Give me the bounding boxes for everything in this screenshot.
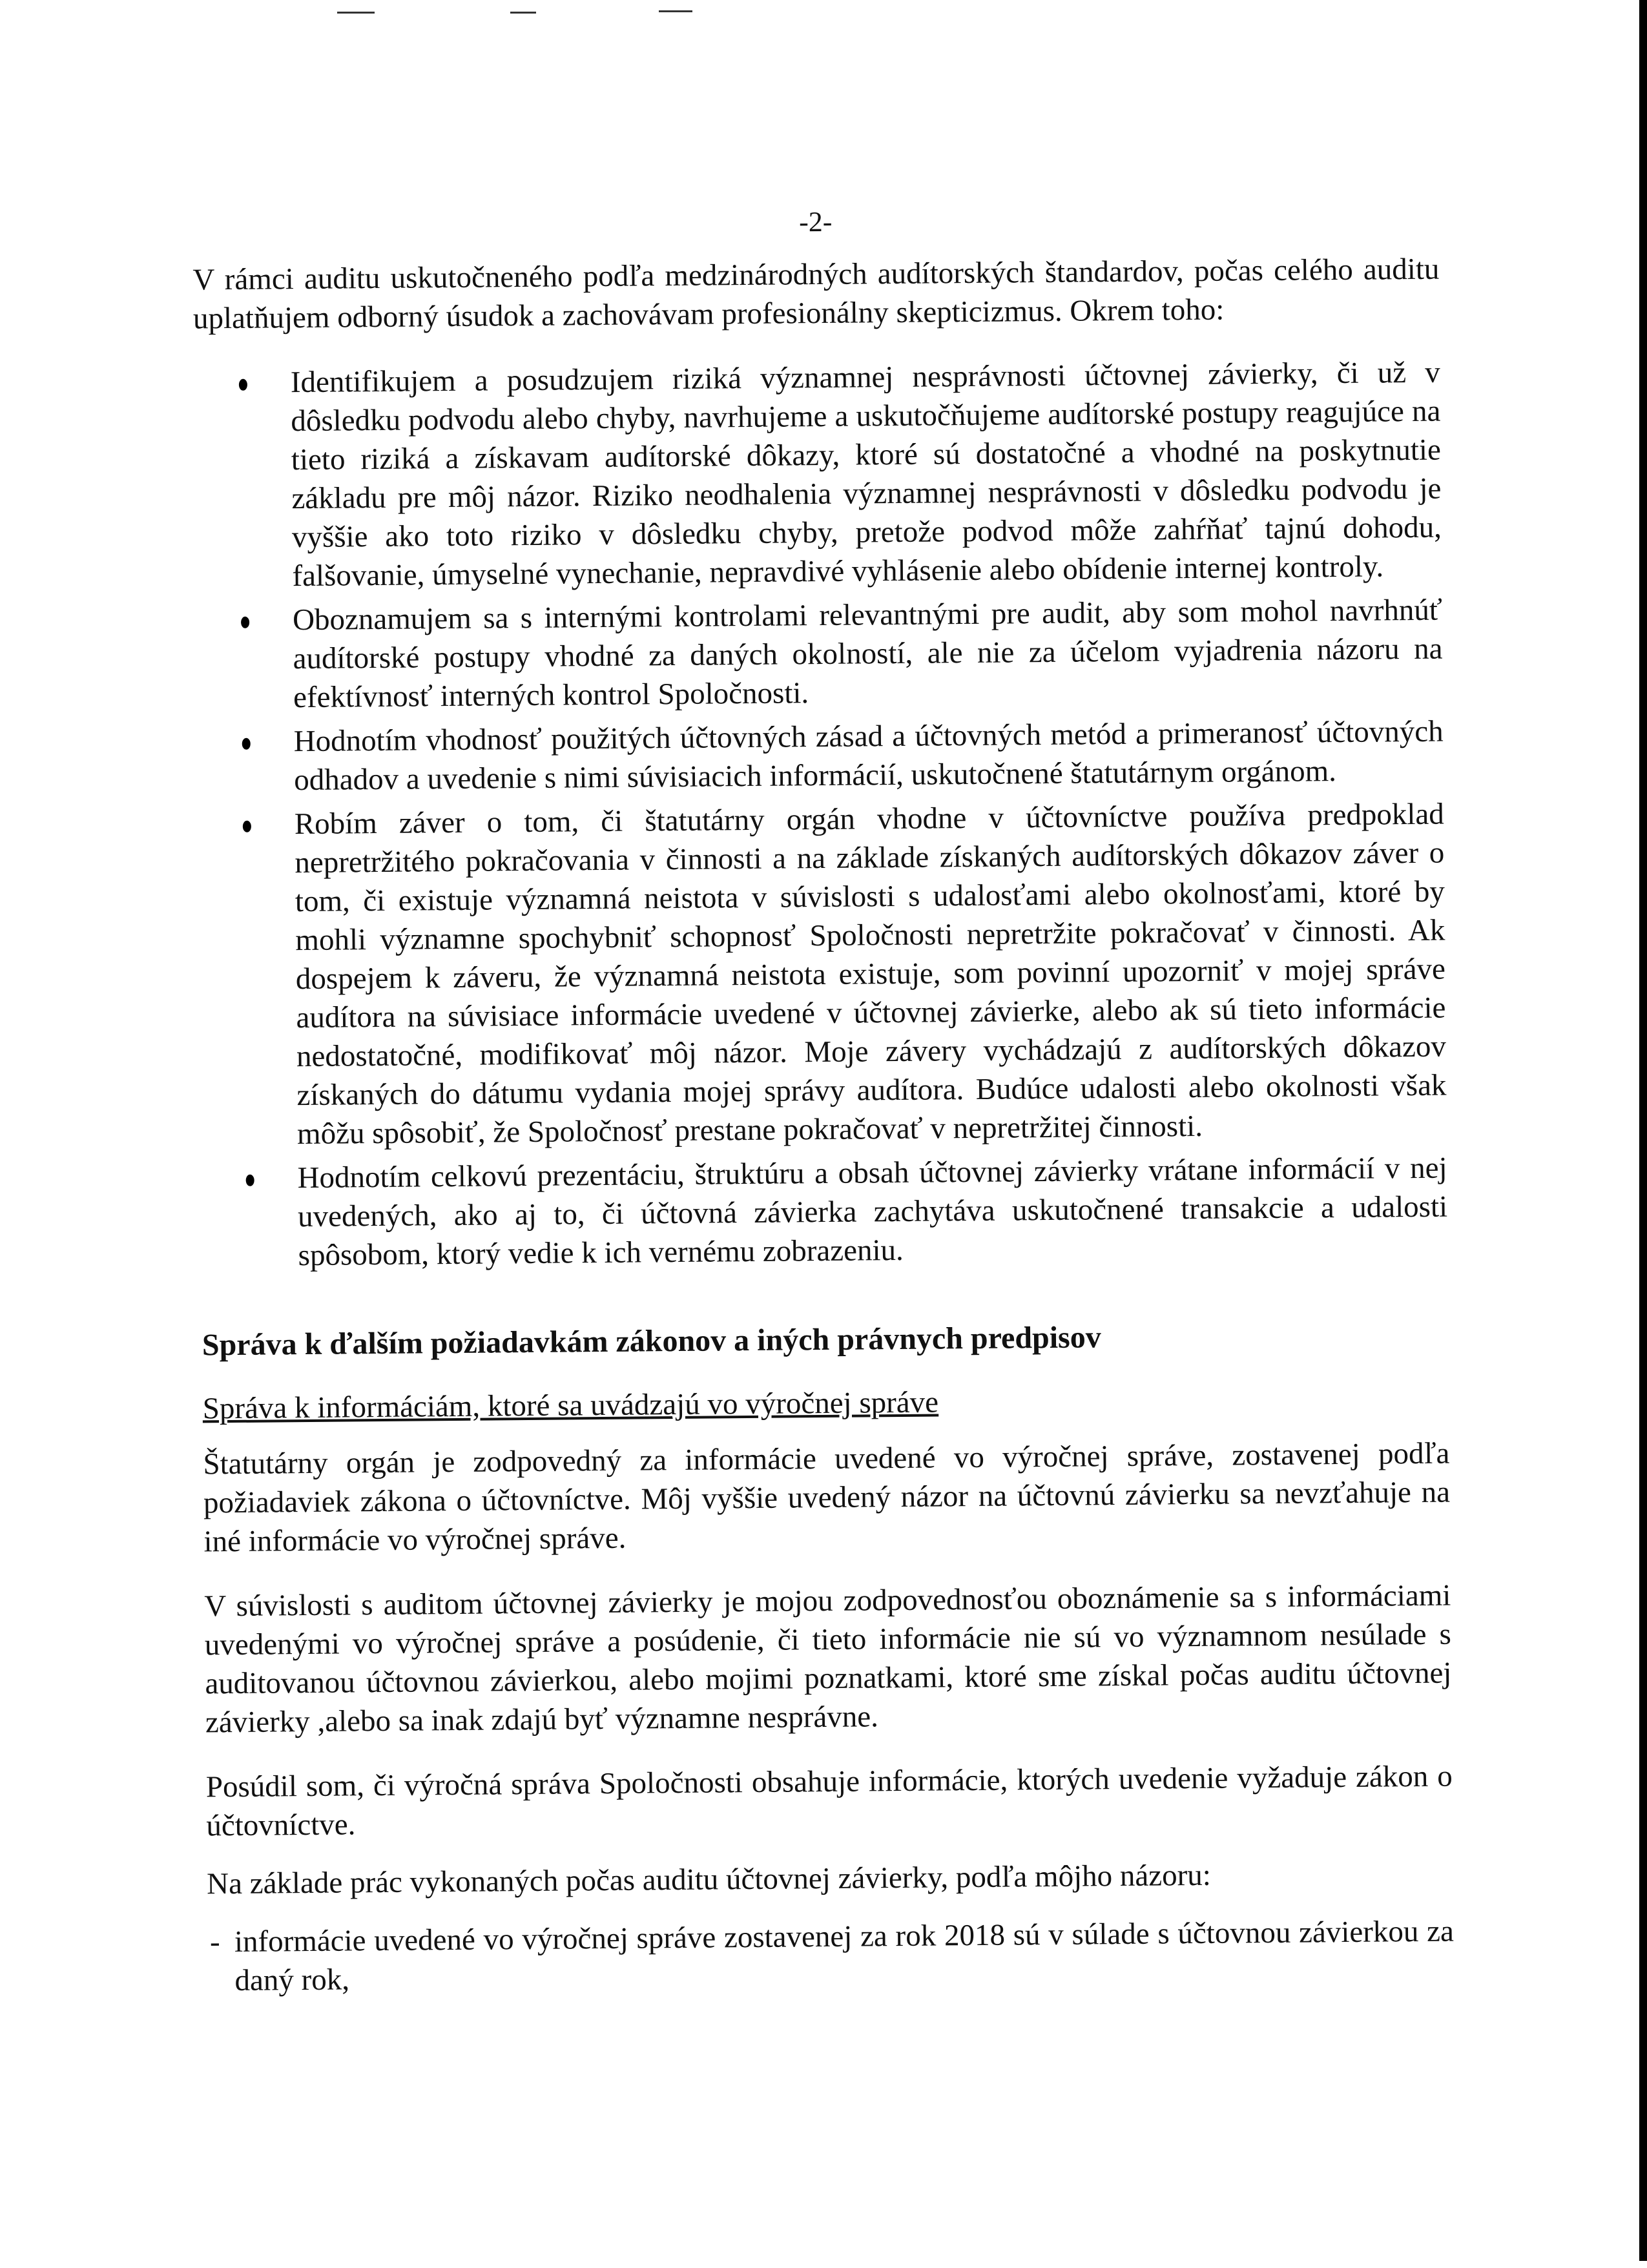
list-item-text: Oboznamujem sa s internými kontrolami relevantnými pre audit, aby som mohol navrhnúť audítorské postupy vhodné za daných okolností, ale nie za účelom vyjadrenia názoru na efektívnosť interných kontrol Spoločnosti. [292,593,1443,715]
list-item [297,1149,1448,1275]
list-item-text: Hodnotím celkovú prezentáciu, štruktúru a obsah účtovnej závierky vrátane informácií v nej uvedených, ako aj to, či účtovná závierka zachytáva uskutočnené transakcie a udalosti spôsobom, ktorý vedie k ich vernému zobrazeniu. [297,1151,1448,1273]
opinion-list [207,1912,1455,2001]
subsection-heading: Správa k informáciám, ktoré sa uvádzajú vo výročnej správe [202,1385,939,1426]
document-body [192,250,1454,2001]
list-item-text: Hodnotím vhodnosť použitých účtovných zásad a účtovných metód a primeranosť účtovných odhadov a uvedenie s nimi súvisiacich informácií, uskutočnené štatutárnym orgánom. [293,714,1444,798]
list-item [293,712,1444,800]
bullet-icon [241,617,249,628]
section-heading: Správa k ďalším požiadavkám zákonov a iných právnych predpisov [202,1320,1101,1363]
bullet-icon [242,738,251,750]
responsibilities-list [194,353,1448,1276]
paragraph-auditor-responsibility: V súvislosti s auditom účtovnej závierky je mojou zodpovednosťou oboznámenie sa s informáciami uvedenými vo výročnej správe a posúdenie, či tieto informácie nie sú vo významnom nesúlade s auditovanou účtovnou závierkou, alebo mojimi poznatkami, ktoré sme získal počas auditu účtovnej závierky ,alebo sa inak zdajú byť významne nesprávne. [204,1578,1452,1740]
bullet-icon [246,1175,254,1186]
list-item-text: Robím záver o tom, či štatutárny orgán vhodne v účtovníctve používa predpoklad nepretržitého pokračovania v činnosti a na základe získaných audítorských dôkazov záver o tom, či existuje významná neistota v súvislosti s udalosťami alebo okolnosťami, ktoré by mohli významne spochybniť schopnosť Spoločnosti nepretržite pokračovať v činnosti. Ak dospejem k záveru, že významná neistota existuje, som povinní upozorniť v mojej správe audítora na súvisiace informácie uvedené v účtovnej závierke, alebo ak sú tieto informácie nedostatočné, modifikovať môj názor. Moje závery vychádzajú z audítorských dôkazov získaných do dátumu vydania mojej správy audítora. Budúce udalosti alebo okolnosti však môžu spôsobiť, že Spoločnosť prestane pokračovať v nepretržitej činnosti. [294,797,1447,1151]
list-item [293,591,1444,717]
intro-paragraph: V rámci auditu uskutočneného podľa medzinárodných audítorských štandardov, počas celého auditu uplatňujem odborný úsudok a zachovávam profesionálny skepticizmus. Okrem toho: [192,252,1440,336]
paragraph-assessment: Posúdil som, či výročná správa Spoločnosti obsahuje informácie, ktorých uvedenie vyžaduje zákon o účtovníctve. [205,1759,1453,1843]
paragraph-statutory-body: Štatutárny orgán je zodpovedný za informácie uvedené vo výročnej správe, zostavenej podľa požiadaviek zákona o účtovníctve. Môj vyššie uvedený názor na účtovnú závierku sa nevzťahuje na iné informácie vo výročnej správe. [203,1436,1451,1559]
dash-bullet-icon: - [209,1925,220,1959]
list-item [209,1912,1455,2000]
bullet-icon [243,821,251,832]
bullet-icon [239,379,247,391]
list-item [295,795,1447,1154]
list-item-text: informácie uvedené vo výročnej správe zostavenej za rok 2018 sú v súlade s účtovnou závierkou za daný rok, [234,1914,1455,1998]
page-number: -2- [798,205,833,238]
paragraph-opinion-intro: Na základe prác vykonaných počas auditu účtovnej závierky, podľa môjho názoru: [206,1858,1212,1901]
list-item-text: Identifikujem a posudzujem riziká významnej nesprávnosti účtovnej závierky, či už v dôsledku podvodu alebo chyby, navrhujeme a uskutočňujeme audítorské postupy reagujúce na tieto riziká a získavam audítorské dôkazy, ktoré sú dostatočné a vhodné na poskytnutie základu pre môj názor. Riziko neodhalenia významnej nesprávnosti v dôsledku podvodu je vyššie ako toto riziko v dôsledku chyby, pretože podvod môže zahŕňať tajnú dohodu, falšovanie, úmyselné vynechanie, nepravdivé vyhlásenie alebo obídenie internej kontroly. [290,355,1442,593]
list-item [291,353,1442,596]
